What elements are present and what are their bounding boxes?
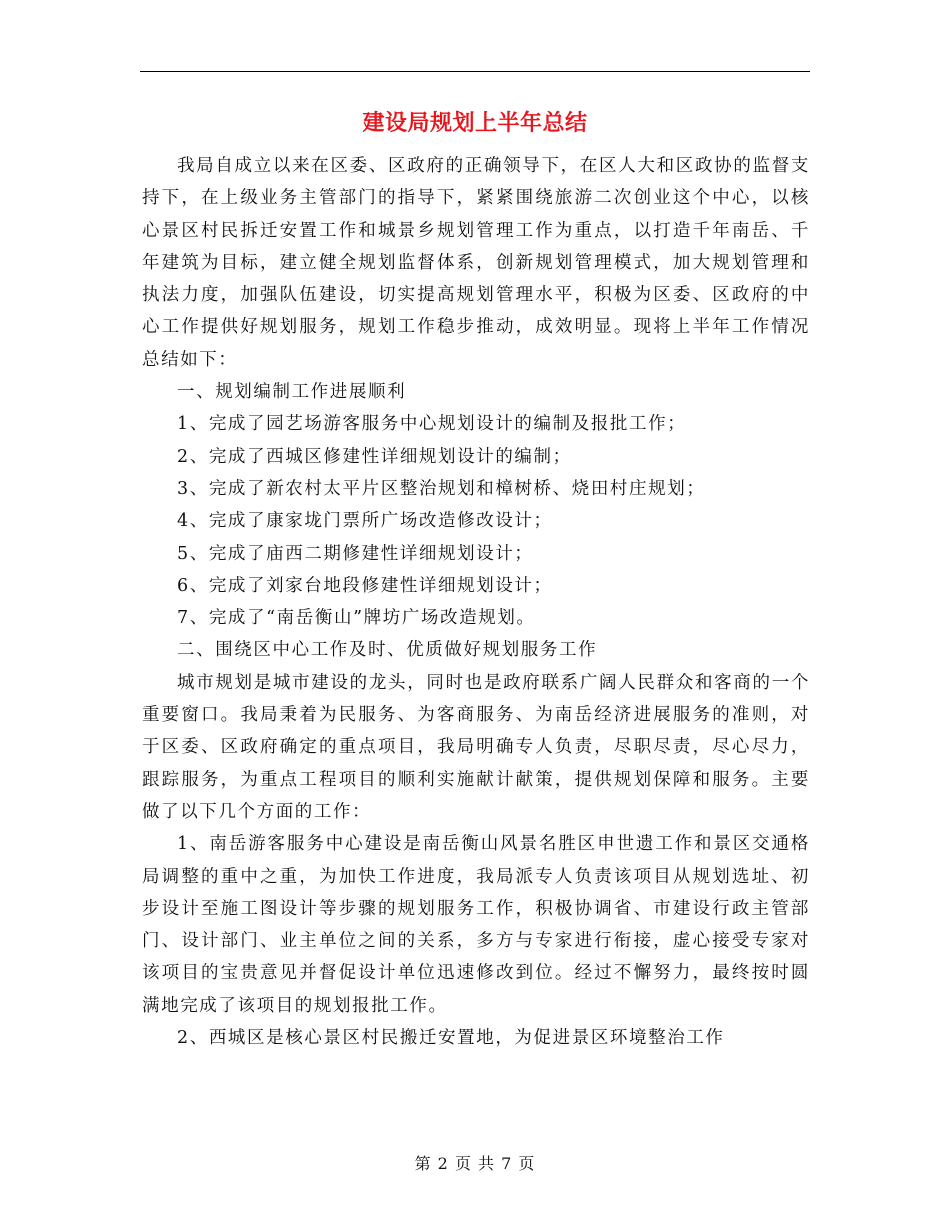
- header-rule: [140, 71, 810, 72]
- document-body: [142, 150, 810, 1054]
- section-heading-2: 二、围绕区中心工作及时、优质做好规划服务工作: [177, 640, 598, 661]
- list-item: 1、完成了园艺场游客服务中心规划设计的编制及报批工作；: [177, 414, 687, 435]
- list-item: 4、完成了康家垅门票所广场改造修改设计；: [177, 511, 553, 532]
- list-item: 6、完成了刘家台地段修建性详细规划设计；: [177, 575, 553, 596]
- list-item: 3、完成了新农村太平片区整治规划和樟树桥、烧田村庄规划；: [177, 478, 706, 499]
- list-item: 7、完成了“南岳衡山”牌坊广场改造规划。: [177, 608, 536, 629]
- list-item: 5、完成了庙西二期修建性详细规划设计；: [177, 543, 534, 564]
- list-item: 2、完成了西城区修建性详细规划设计的编制；: [177, 446, 572, 467]
- document-title: 建设局规划上半年总结: [362, 111, 588, 136]
- paragraph-body: 2、西城区是核心景区村民搬迁安置地，为促进景区环境整治工作: [177, 1028, 725, 1049]
- paragraph-intro: 我局自成立以来在区委、区政府的正确领导下，在区人大和区政协的监督支持下，在上级业务主管部门的指导下，紧紧围绕旅游二次创业这个中心，以核心景区村民拆迁安置工作和城景乡规划管理工作为重点，以打造千年南岳、千年建筑为目标，建立健全规划监督体系，创新规划管理模式，加大规划管理和执法力度，加强队伍建设，切实提高规划管理水平，积极为区委、区政府的中心工作提供好规划服务，规划工作稳步推动，成效明显。现将上半年工作情况总结如下：: [142, 156, 810, 370]
- section-heading-1: 一、规划编制工作进展顺利: [177, 382, 407, 403]
- page-number: 第 2 页 共 7 页: [414, 1154, 536, 1173]
- paragraph-body: 城市规划是城市建设的龙头，同时也是政府联系广阔人民群众和客商的一个重要窗口。我局秉着为民服务、为客商服务、为南岳经济进展服务的准则，对于区委、区政府确定的重点项目，我局明确专人负责，尽职尽责，尽心尽力，跟踪服务，为重点工程项目的顺利实施献计献策，提供规划保障和服务。主要做了以下几个方面的工作：: [142, 672, 810, 822]
- paragraph-body: 1、南岳游客服务中心建设是南岳衡山风景名胜区申世遗工作和景区交通格局调整的重中之重，为加快工作进度，我局派专人负责该项目从规划选址、初步设计至施工图设计等步骤的规划服务工作，积极协调省、市建设行政主管部门、设计部门、业主单位之间的关系，多方与专家进行衔接，虚心接受专家对该项目的宝贵意见并督促设计单位迅速修改到位。经过不懈努力，最终按时圆满地完成了该项目的规划报批工作。: [142, 834, 810, 1016]
